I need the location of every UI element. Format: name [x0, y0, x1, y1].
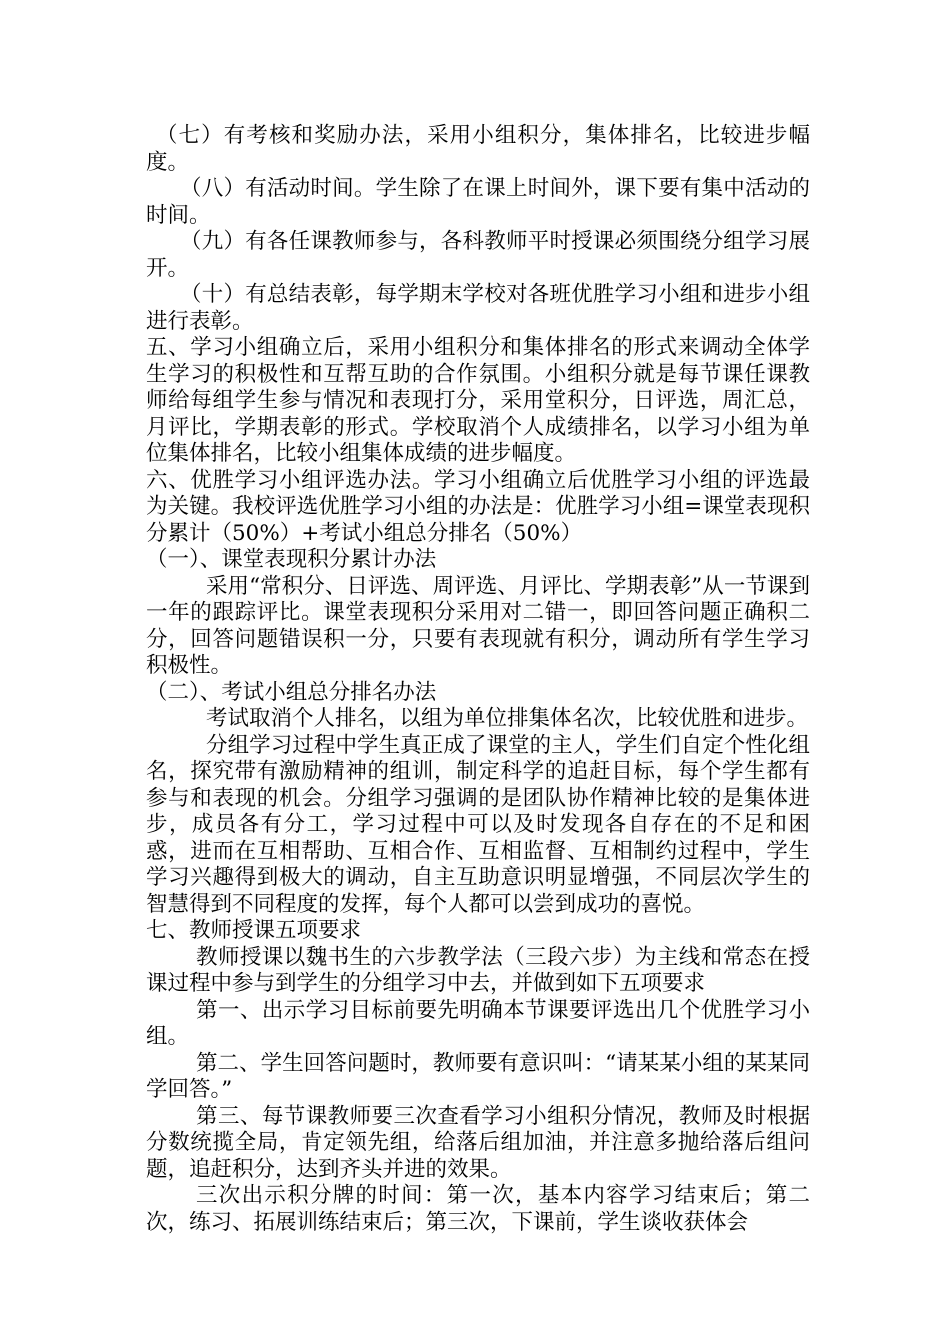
- document-page: [146, 123, 810, 1236]
- requirement-two: 第二、学生回答问题时，教师要有意识叫：“请某某小组的某某同学回答。”: [146, 1050, 810, 1102]
- paragraph-teacher-participation: （九）有各任课教师参与，各科教师平时授课必须围绕分组学习展开。: [146, 229, 810, 281]
- paragraph-activity-time: （八）有活动时间。学生除了在课上时间外，课下要有集中活动的时间。: [146, 176, 810, 228]
- paragraph-group-learning-benefits: 分组学习过程中学生真正成了课堂的主人，学生们自定个性化组名，探究带有激励精神的组训，制定科学的追赶目标，每个学生都有参与和表现的机会。分组学习强调的是团队协作精神比较的是集体进步，成员各有分工，学习过程中可以及时发现各自存在的不足和困惑，进而在互相帮助、互相合作、互相监督、互相制约过程中，学生学习兴趣得到极大的调动，自主互助意识明显增强，不同层次学生的智慧得到不同程度的发挥，每个人都可以尝到成功的喜悦。: [146, 732, 810, 917]
- subheading-classroom-score: （一）、课堂表现积分累计办法: [146, 547, 437, 572]
- requirement-one: 第一、出示学习目标前要先明确本节课要评选出几个优胜学习小组。: [146, 997, 810, 1049]
- section-five-scoring: 五、学习小组确立后，采用小组积分和集体排名的形式来调动全体学生学习的积极性和互帮互助的合作氛围。小组积分就是每节课任课教师给每组学生参与情况和表现打分，采用堂积分，日评选，周汇总，月评比，学期表彰的形式。学校取消个人成绩排名，以学习小组为单位集体排名，比较小组集体成绩的进步幅度。: [146, 335, 810, 466]
- paragraph-score-board-timing: 三次出示积分牌的时间：第一次，基本内容学习结束后；第二次，练习、拓展训练结束后；第三次，下课前，学生谈收获体会: [146, 1183, 810, 1235]
- requirement-three: 第三、每节课教师要三次查看学习小组积分情况，教师及时根据分数统揽全局，肯定领先组，给落后组加油，并注意多抛给落后组问题，追赶积分，达到齐头并进的效果。: [146, 1103, 810, 1182]
- section-seven-heading: 七、教师授课五项要求: [146, 918, 362, 943]
- subheading-exam-ranking: （二）、考试小组总分排名办法: [146, 679, 437, 705]
- paragraph-teaching-method: 教师授课以魏书生的六步教学法（三段六步）为主线和常态在授课过程中参与到学生的分组学习中去，并做到如下五项要求: [146, 944, 810, 996]
- section-six-selection-method: 六、优胜学习小组评选办法。学习小组确立后优胜学习小组的评选最为关键。我校评选优胜学习小组的办法是：优胜学习小组=课堂表现积分累计（50%）+考试小组总分排名（50%）: [146, 467, 810, 546]
- paragraph-classroom-score-details: 采用“常积分、日评选、周评选、月评比、学期表彰”从一节课到一年的跟踪评比。课堂表现积分采用对二错一，即回答问题正确积二分，回答问题错误积一分，只要有表现就有积分，调动所有学生学习积极性。: [146, 573, 810, 678]
- paragraph-summary-commendation: （十）有总结表彰，每学期末学校对各班优胜学习小组和进步小组进行表彰。: [146, 282, 810, 334]
- paragraph-exam-ranking-details: 考试取消个人排名，以组为单位排集体名次，比较优胜和进步。: [206, 706, 809, 731]
- paragraph-assessment-rewards: （七）有考核和奖励办法，采用小组积分，集体排名，比较进步幅度。: [146, 123, 810, 175]
